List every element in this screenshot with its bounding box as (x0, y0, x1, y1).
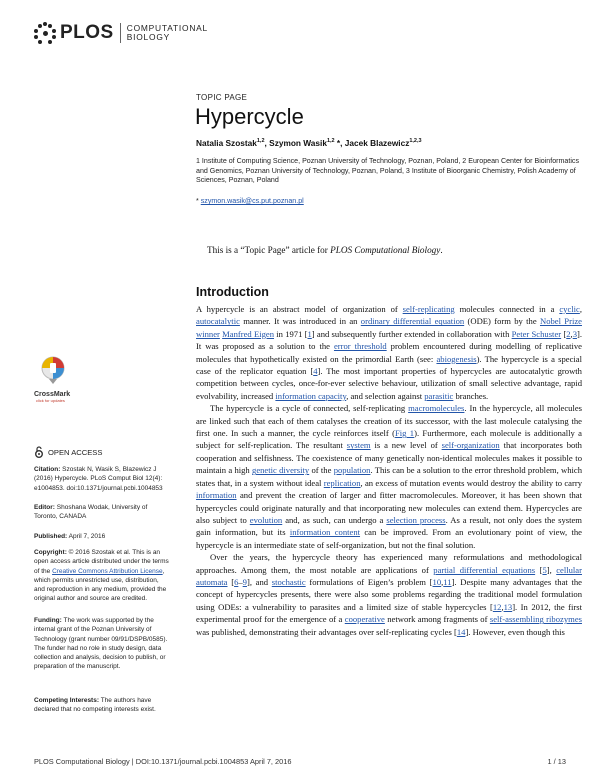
body-paragraph (196, 551, 582, 638)
funding-label: Funding: (34, 617, 62, 624)
author-name[interactable]: Natalia Szostak (196, 138, 257, 148)
body-text: A hypercycle is an abstract model of organization of (196, 304, 403, 314)
journal-logo[interactable] (34, 22, 208, 44)
plos-dots-icon (34, 22, 56, 44)
author-separator: , (264, 138, 270, 148)
funding-block (34, 616, 170, 672)
topic-note-journal: PLOS Computational Biology (330, 245, 441, 255)
author-separator: *, (334, 138, 345, 148)
inline-link[interactable]: 12 (492, 601, 502, 612)
journal-name (127, 24, 208, 43)
body-text: ]. However, even though this (465, 626, 565, 637)
inline-link[interactable]: population (333, 465, 371, 476)
body-text: – (238, 576, 243, 587)
journal-name-line2: BIOLOGY (126, 32, 171, 42)
author-affiliation-ref: 1,2 (326, 138, 335, 145)
inline-link[interactable]: self-organization (441, 440, 500, 451)
article-title: Hypercycle (195, 104, 304, 129)
page-footer: PLOS Computational Biology | DOI:10.1371/journal.pcbi.1004853 April 7, 2016 (34, 757, 292, 766)
competing-interests-block (34, 696, 170, 715)
inline-link[interactable]: 10 (432, 576, 442, 587)
inline-link[interactable]: abiogenesis (436, 353, 477, 364)
funding-text: The work was supported by the internal grant of the Poznan University of Technology (grant number 09/91/DSPB/0585). The funder had no role in study design, data collection and analysis, decision to publish, or preparation of the manuscript. (34, 617, 168, 671)
competing-interests-label: Competing Interests: (34, 697, 100, 704)
crossmark-icon (40, 355, 66, 385)
body-text: [ (535, 564, 543, 575)
body-text: in 1971 [ (274, 328, 308, 339)
inline-link[interactable]: macromolecules (408, 403, 465, 414)
editor-block (34, 503, 170, 522)
body-text: branches. (453, 390, 489, 401)
body-text: The hypercycle is a cycle of connected, self-replicating (210, 403, 409, 414)
inline-link[interactable]: 5 (542, 564, 547, 575)
inline-link[interactable]: 11 (443, 576, 452, 587)
affiliations: 1 Institute of Computing Science, Poznan University of Technology, Poznan, Poland, 2 European Center for Bioinformatics and Genomics, Poznan University of Technology, Poznan, Poland, 3 Institute of Bioorganic Chemistry, Polish Academy of Sciences, Poznan, Poland (196, 157, 580, 185)
inline-link[interactable]: cooperative (344, 614, 385, 625)
body-text: ], (546, 564, 557, 575)
article-body (196, 303, 582, 638)
inline-link[interactable]: Manfred Eigen (222, 328, 275, 339)
body-text: network among fragments of (384, 614, 490, 625)
inline-link[interactable]: 4 (313, 366, 318, 377)
inline-link[interactable]: replication (323, 477, 361, 488)
topic-page-note (207, 245, 443, 255)
body-text: . In the hypercycle, all molecules are linked such that each of them catalyses the creation of its successor, with the last molecule catalysing the first one. In such a manner, the cycle reinforces itself ( (196, 403, 582, 439)
body-text: . As a result, not only does the system gain information, but its (196, 514, 582, 538)
open-lock-icon (34, 446, 44, 458)
inline-link[interactable]: evolution (249, 514, 283, 525)
body-text: , an excess of mutation events would destroy the ability to carry (360, 477, 583, 488)
body-text: ]. The most important properties of hypercycles are autocatalytic growth competition between cycles, once-for-ever selective behaviour, utilization of small selective advantage, rapid evolvability, increased (196, 366, 582, 401)
body-text: , (501, 601, 504, 612)
inline-link[interactable]: error threshold (333, 341, 387, 352)
citation-block (34, 465, 170, 493)
body-text: , (570, 328, 573, 339)
author-affiliation-ref: 1,2 (256, 138, 265, 145)
editor-text: Shoshana Wodak, University of Toronto, CANADA (34, 504, 148, 521)
published-date: April 7, 2016 (67, 533, 106, 540)
author-name[interactable]: Szymon Wasik (269, 138, 327, 148)
author-name[interactable]: Jacek Blazewicz (344, 138, 410, 148)
body-text: that incorporates both cooperation and selfishness. The coexistence of many genetically non-identical molecules makes it possible to maintain a high (196, 440, 582, 476)
body-text: , and selection against (346, 390, 425, 401)
author-affiliation-ref: 1,2,3 (409, 138, 422, 145)
inline-link[interactable]: information capacity (275, 390, 347, 401)
inline-link[interactable]: 3 (572, 328, 577, 339)
email-link[interactable]: szymon.wasik@cs.put.poznan.pl (200, 197, 304, 205)
citation-text: Szostak N, Wasik S, Blazewicz J (2016) Hypercycle. PLoS Comput Biol 12(4): e1004853. doi:10.1371/journal.pcbi.1004853 (34, 466, 163, 492)
page-number: 1 / 13 (547, 757, 566, 766)
body-paragraph (196, 402, 582, 551)
inline-link[interactable]: self-assembling ribozymes (489, 614, 582, 625)
inline-link[interactable]: cellular automata (196, 564, 582, 587)
corresponding-author (196, 197, 304, 205)
inline-link[interactable]: Nobel Prize winner (196, 316, 582, 339)
inline-link[interactable]: autocatalytic (196, 316, 240, 327)
license-link[interactable]: Creative Commons Attribution License (52, 567, 163, 575)
inline-link[interactable]: cyclic (559, 304, 580, 314)
inline-link[interactable]: ordinary differential equation (360, 316, 465, 327)
crossmark-label: CrossMark (34, 391, 71, 398)
logo-divider (120, 23, 121, 43)
author-list (196, 138, 422, 148)
body-paragraph (196, 303, 582, 402)
inline-link[interactable]: Peter Schuster (511, 328, 562, 339)
open-access-label: OPEN ACCESS (48, 447, 103, 457)
inline-link[interactable]: 9 (242, 576, 247, 587)
body-text: problem encountered during modelling of replicative molecules that hypothetically existed on the primordial Earth (see: (196, 341, 582, 364)
inline-link[interactable]: Fig 1 (394, 428, 415, 439)
body-text: . This can be a solution to the error threshold problem, which states that, in a system without ideal (196, 465, 582, 488)
inline-link[interactable]: 14 (456, 626, 466, 637)
body-text: formulations of Eigen’s problem [ (305, 576, 433, 587)
body-text: molecules connected in a (454, 304, 560, 314)
body-text: and prevent the creation of larger and fitter macromolecules. Moreover, it has been shown that hypercycles could originate naturally and that incorporating new molecules can extend them. Hypercycles are also subject to (196, 490, 582, 525)
topic-note-text: This is a “Topic Page” article for (207, 245, 331, 255)
section-heading-introduction: Introduction (196, 285, 269, 299)
body-text: ]. Despite many advantages that the concept of hypercycles presents, there were also some problems regarding the traditional model formulation using ODEs: a vulnerability to parasites and a limited size of stable hypercycles [ (196, 576, 582, 612)
section-label: TOPIC PAGE (196, 93, 248, 102)
published-label: Published: (34, 533, 68, 540)
body-text: , (579, 304, 582, 314)
inline-link[interactable]: information (196, 490, 237, 501)
copyright-text-end: , which permits unrestricted use, distribution, and reproduction in any medium, provided the original author and source are credited. (34, 567, 167, 603)
corresponding-marker: * (196, 197, 201, 205)
inline-link[interactable]: 6 (234, 576, 239, 587)
journal-name-line1: COMPUTATIONAL (126, 22, 209, 33)
body-text: ). Furthermore, each molecule is additionally a subject for self-replication. The resultant (196, 428, 582, 451)
body-text: (ODE) form by the (464, 316, 540, 327)
inline-link[interactable]: system (346, 440, 371, 451)
body-text: ] and subsequently further extended in collaboration with (311, 328, 512, 339)
body-text: of the (309, 465, 334, 476)
inline-link[interactable]: genetic diversity (252, 465, 310, 476)
body-text: [ (561, 328, 567, 339)
open-access-badge (34, 446, 102, 458)
citation-label: Citation: (34, 466, 61, 473)
competing-interests-text: The authors have declared that no competing interests exist. (34, 697, 156, 714)
inline-link[interactable]: stochastic (271, 576, 306, 587)
body-text: ). The hypercycle is a special case of the replicator equation [ (196, 353, 582, 377)
inline-link[interactable]: parasitic (424, 390, 454, 401)
journal-brand: PLOS (60, 22, 114, 43)
body-text: and, as such, can undergo a (282, 514, 387, 525)
body-text: ], and (246, 576, 272, 587)
inline-link[interactable]: partial differential equations (433, 564, 536, 575)
crossmark-sublabel: click for updates (36, 398, 65, 403)
inline-link[interactable]: 13 (503, 601, 513, 612)
body-text: can be improved. From an evolutionary point of view, the hypercycle is an intermediate state of self-organization, but not the final solution. (196, 527, 582, 550)
topic-note-end: . (440, 245, 443, 255)
inline-link[interactable]: 2 (566, 328, 571, 339)
body-text: ]. It was proposed as a solution to the (196, 328, 582, 352)
editor-label: Editor: (34, 504, 55, 511)
inline-link[interactable]: 1 (307, 328, 312, 339)
copyright-block (34, 548, 170, 604)
published-block (34, 532, 170, 541)
body-text: , (441, 576, 444, 587)
inline-link[interactable]: self-replicating (402, 304, 455, 314)
body-text: manner. It was introduced in an (239, 316, 361, 327)
inline-link[interactable]: selection process (386, 514, 446, 525)
crossmark-badge[interactable] (34, 355, 74, 403)
inline-link[interactable]: information content (289, 527, 361, 538)
body-text: is a new level of (370, 440, 442, 451)
body-text: Over the years, the hypercycle theory has experienced many reformulations and methodological approaches. Among them, the most notable are applications of (196, 552, 582, 575)
body-text: ]. In 2012, the first experimental proof for the emergence of a (196, 601, 582, 625)
body-text: [ (227, 576, 235, 587)
body-text: was published, demonstrating their advantages over self-replicating cycles [ (196, 626, 457, 637)
copyright-text: © 2016 Szostak et al. This is an open access article distributed under the terms of the (34, 549, 169, 575)
copyright-label: Copyright: (34, 549, 67, 556)
